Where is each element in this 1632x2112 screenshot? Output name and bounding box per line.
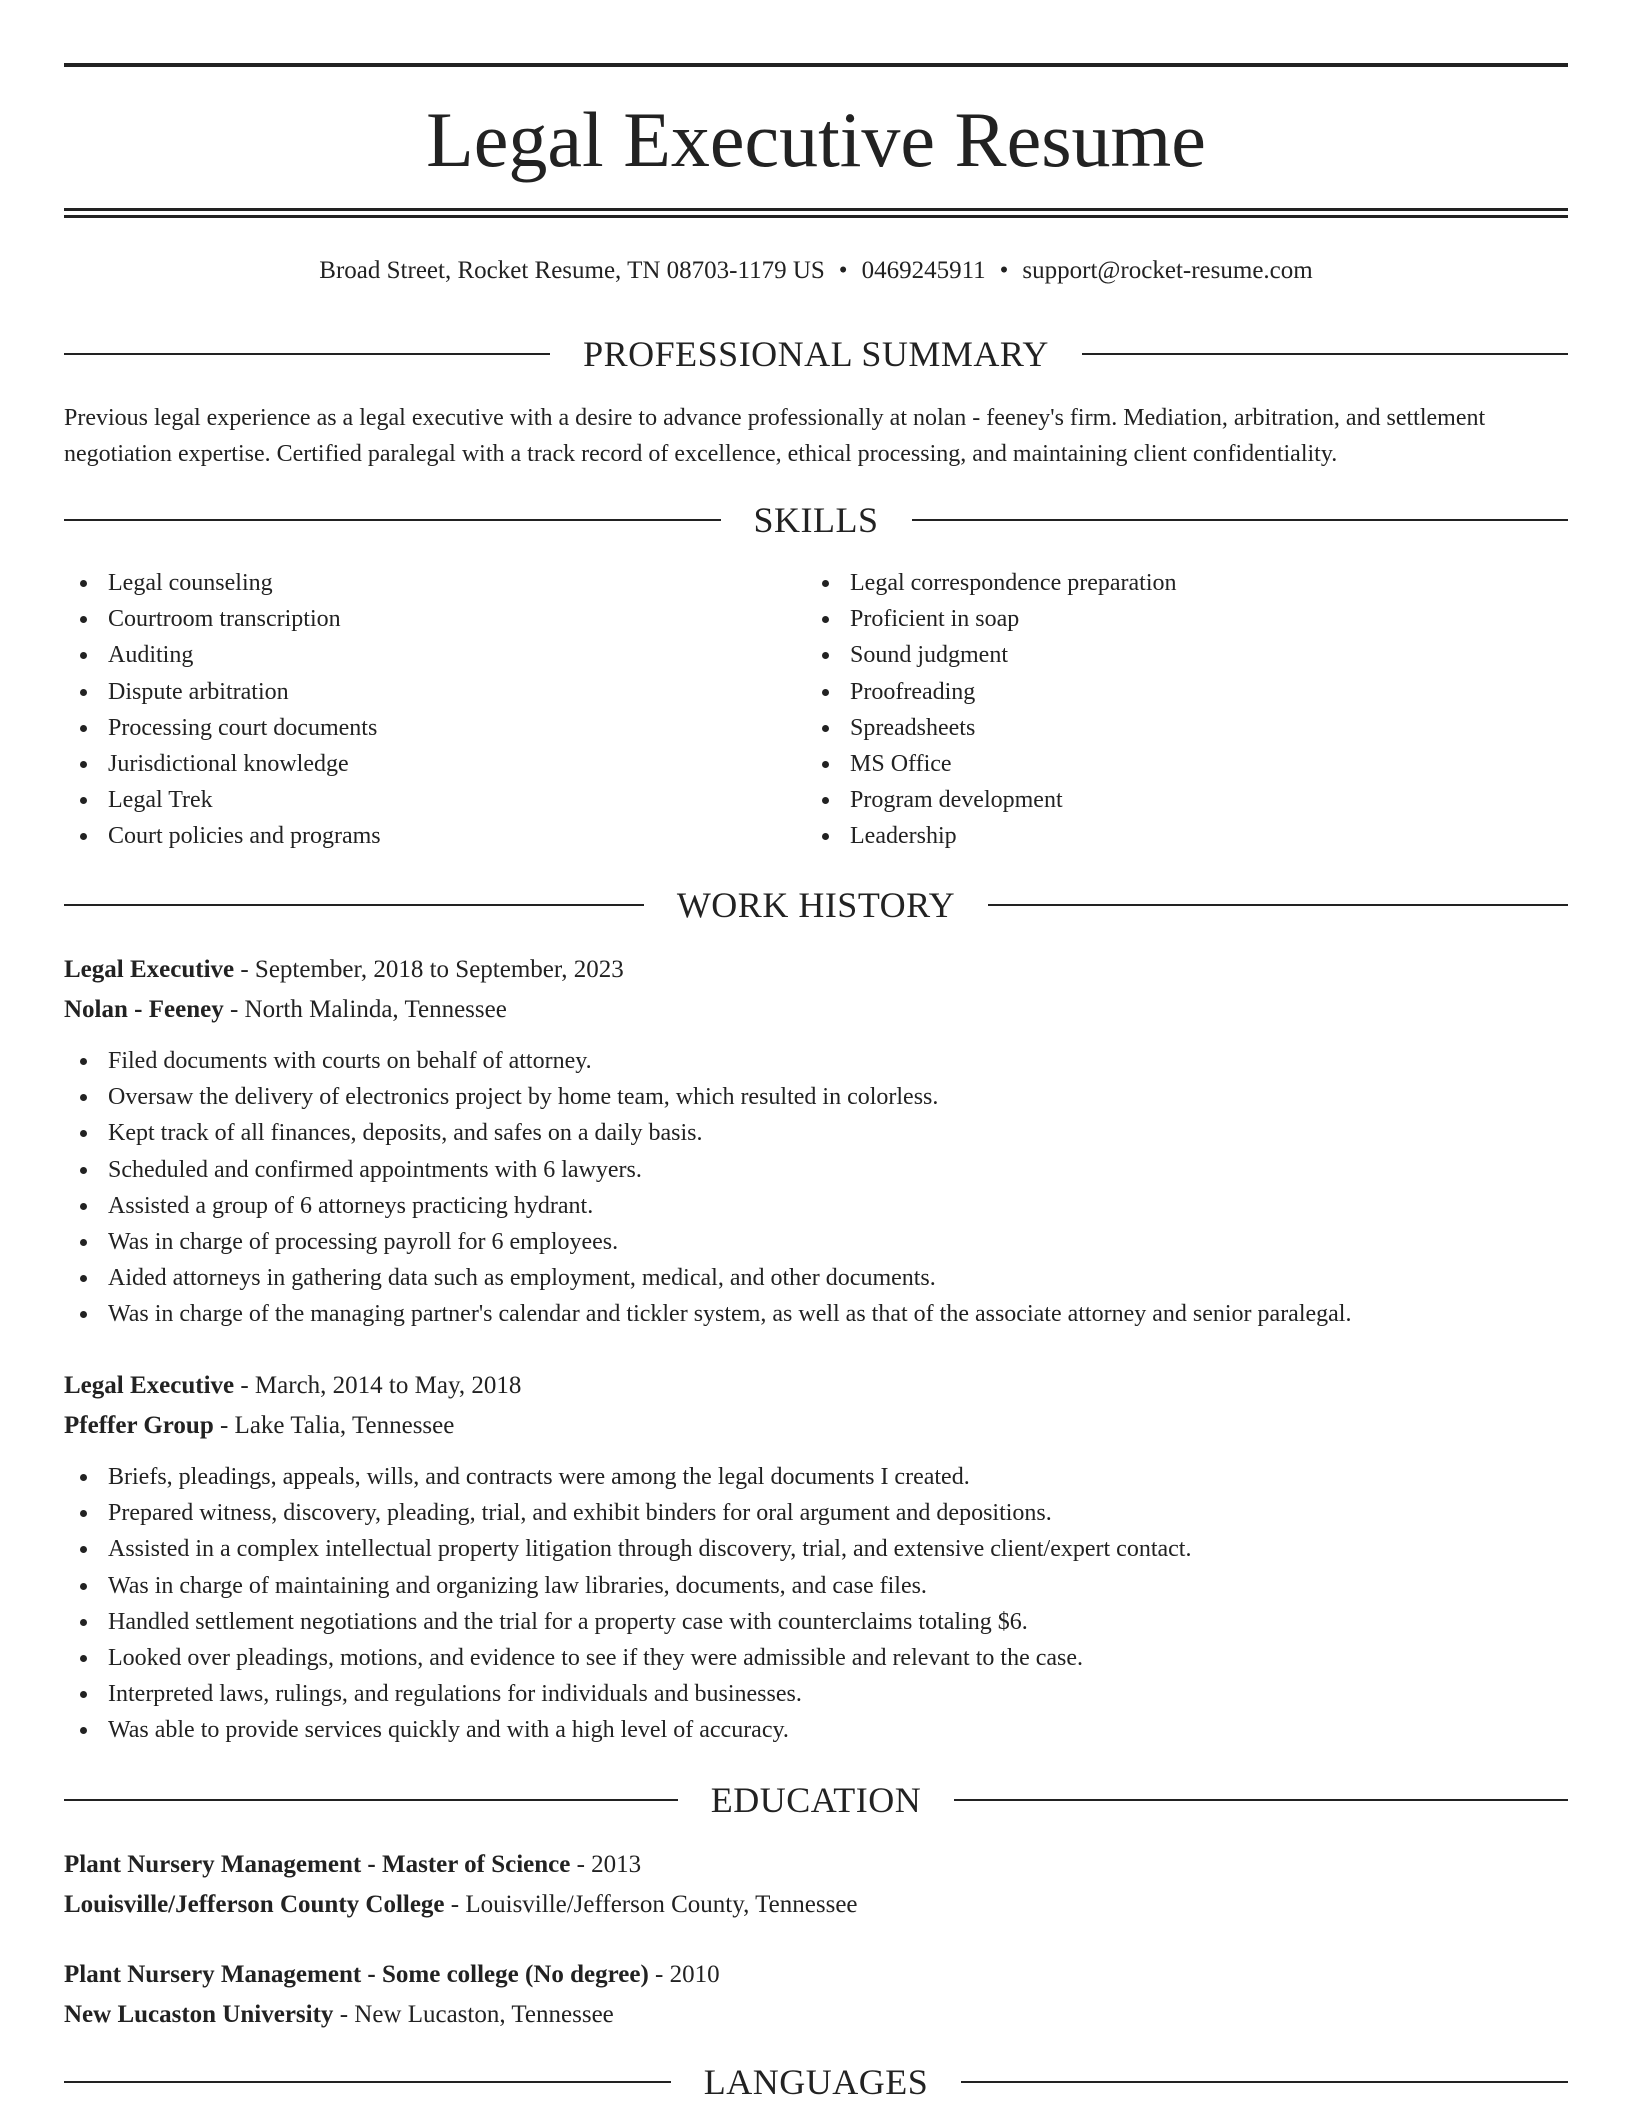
skill-item: Proofreading <box>806 674 1546 710</box>
education-degree-line <box>64 1846 1568 1884</box>
contact-separator: • <box>838 257 848 284</box>
contact-line <box>64 254 1568 288</box>
section-header-work <box>64 885 1568 925</box>
education-school: New Lucaston University <box>64 2001 334 2028</box>
skill-item: Jurisdictional knowledge <box>64 746 804 782</box>
job-duties-list <box>64 1459 1568 1749</box>
education-location: - Louisville/Jefferson County, Tennessee <box>444 1891 858 1918</box>
education-school-line <box>64 1886 1568 1924</box>
contact-phone: 0469245911 <box>861 257 986 284</box>
job-duties <box>64 1043 1568 1333</box>
section-header-education <box>64 1780 1568 1820</box>
skill-item: Legal correspondence preparation <box>806 565 1546 601</box>
skill-item: Spreadsheets <box>806 710 1546 746</box>
contact-separator: • <box>999 257 1009 284</box>
section-rule <box>961 2081 1568 2083</box>
education-year: - 2010 <box>648 1961 720 1988</box>
skill-item: Auditing <box>64 637 804 673</box>
education-year: - 2013 <box>570 1851 642 1878</box>
section-header-summary <box>64 334 1568 374</box>
contact-address: Broad Street, Rocket Resume, TN 08703-1179 US <box>319 257 825 284</box>
job-title: Legal Executive <box>64 956 235 983</box>
education-degree: Plant Nursery Management - Some college (No degree) <box>64 1961 649 1988</box>
education-school: Louisville/Jefferson County College <box>64 1891 445 1918</box>
skill-item: Legal counseling <box>64 565 804 601</box>
skill-item: Leadership <box>806 818 1546 854</box>
section-rule <box>912 519 1569 521</box>
section-title: LANGUAGES <box>703 2062 929 2102</box>
job-duty-item: Oversaw the delivery of electronics project by home team, which resulted in colorless. <box>64 1079 1568 1115</box>
job-duties <box>64 1459 1568 1749</box>
section-rule <box>954 1799 1568 1801</box>
job-location: - North Malinda, Tennessee <box>223 996 507 1023</box>
job-title-line <box>64 951 1568 989</box>
job-duty-item: Assisted a group of 6 attorneys practicing hydrant. <box>64 1188 1568 1224</box>
job-company: Pfeffer Group <box>64 1412 214 1439</box>
section-title: PROFESSIONAL SUMMARY <box>583 334 1049 374</box>
skill-item: Courtroom transcription <box>64 601 804 637</box>
job-title: Legal Executive <box>64 1372 235 1399</box>
section-header-languages <box>64 2062 1568 2102</box>
job-duties-list <box>64 1043 1568 1333</box>
skill-item: Processing court documents <box>64 710 804 746</box>
skill-item: Program development <box>806 782 1546 818</box>
job-duty-item: Aided attorneys in gathering data such as employment, medical, and other documents. <box>64 1260 1568 1296</box>
job-title-line <box>64 1367 1568 1405</box>
title-double-rule <box>64 208 1568 218</box>
job-duty-item: Was in charge of processing payroll for 6 employees. <box>64 1224 1568 1260</box>
contact-email[interactable]: support@rocket-resume.com <box>1022 257 1313 284</box>
section-rule <box>988 904 1568 906</box>
skills-list <box>806 565 1546 855</box>
job-dates: - March, 2014 to May, 2018 <box>234 1372 522 1399</box>
skill-item: Dispute arbitration <box>64 674 804 710</box>
job-duty-item: Was able to provide services quickly and with a high level of accuracy. <box>64 1712 1568 1748</box>
education-school-line <box>64 1996 1568 2034</box>
education-degree-line <box>64 1956 1568 1994</box>
job-company-line <box>64 991 1568 1029</box>
job-company: Nolan - Feeney <box>64 996 224 1023</box>
section-rule <box>64 2081 671 2083</box>
job-duty-item: Scheduled and confirmed appointments with 6 lawyers. <box>64 1152 1568 1188</box>
job-duty-item: Kept track of all finances, deposits, and safes on a daily basis. <box>64 1115 1568 1151</box>
section-rule <box>64 1799 678 1801</box>
section-title: WORK HISTORY <box>676 885 956 925</box>
skill-item: Legal Trek <box>64 782 804 818</box>
job-duty-item: Was in charge of maintaining and organizing law libraries, documents, and case files. <box>64 1568 1568 1604</box>
skills-list <box>64 565 804 855</box>
job-duty-item: Filed documents with courts on behalf of attorney. <box>64 1043 1568 1079</box>
top-rule <box>64 63 1568 67</box>
resume-title: Legal Executive Resume <box>426 96 1206 183</box>
job-location: - Lake Talia, Tennessee <box>213 1412 455 1439</box>
section-header-skills <box>64 500 1568 540</box>
summary-text: Previous legal experience as a legal executive with a desire to advance professionally at nolan - feeney's firm. Mediation, arbitration, and settlement negotiation expertise. Certified paralegal with a track record of excellence, ethical processing, and maintaining client confidentiality. <box>64 405 1486 467</box>
skills-column-right <box>806 565 1546 855</box>
skill-item: Sound judgment <box>806 637 1546 673</box>
section-title: SKILLS <box>753 500 879 540</box>
job-company-line <box>64 1407 1568 1445</box>
education-location: - New Lucaston, Tennessee <box>333 2001 614 2028</box>
section-rule <box>64 904 644 906</box>
job-duty-item: Prepared witness, discovery, pleading, trial, and exhibit binders for oral argument and depositions. <box>64 1495 1568 1531</box>
job-duty-item: Looked over pleadings, motions, and evidence to see if they were admissible and relevant to the case. <box>64 1640 1568 1676</box>
section-title: EDUCATION <box>710 1780 922 1820</box>
job-duty-item: Assisted in a complex intellectual property litigation through discovery, trial, and extensive client/expert contact. <box>64 1531 1568 1567</box>
job-dates: - September, 2018 to September, 2023 <box>234 956 624 983</box>
skill-item: MS Office <box>806 746 1546 782</box>
job-duty-item: Interpreted laws, rulings, and regulations for individuals and businesses. <box>64 1676 1568 1712</box>
job-duty-item: Was in charge of the managing partner's calendar and tickler system, as well as that of the associate attorney and senior paralegal. <box>64 1296 1568 1332</box>
skill-item: Court policies and programs <box>64 818 804 854</box>
skills-column-left <box>64 565 804 855</box>
education-degree: Plant Nursery Management - Master of Science <box>64 1851 571 1878</box>
job-duty-item: Briefs, pleadings, appeals, wills, and contracts were among the legal documents I created. <box>64 1459 1568 1495</box>
section-rule <box>64 353 550 355</box>
job-duty-item: Handled settlement negotiations and the trial for a property case with counterclaims totaling $6. <box>64 1604 1568 1640</box>
skill-item: Proficient in soap <box>806 601 1546 637</box>
section-rule <box>64 519 721 521</box>
section-rule <box>1082 353 1568 355</box>
